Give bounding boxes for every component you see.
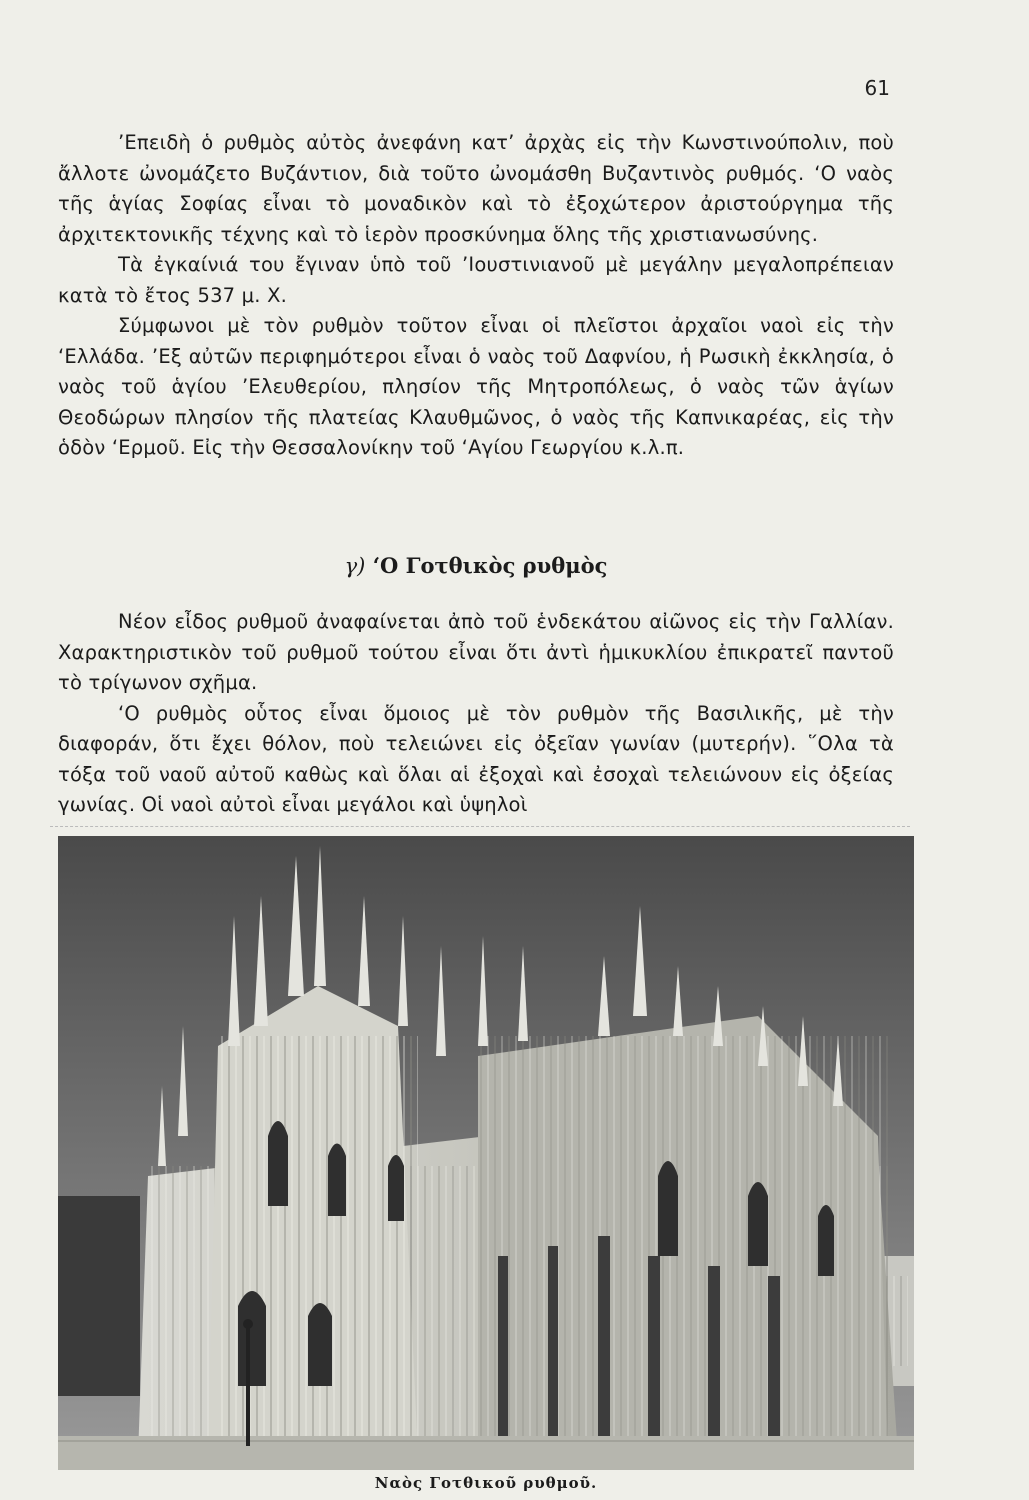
- paragraph: ’Επειδὴ ὁ ρυθμὸς αὐτὸς ἀνεφάνη κατ’ ἀρχὰς εἰς τὴν Κωνστινούπολιν, ποὺ ἄλλοτε ὠνομάζετο Βυζάντιον, διὰ τοῦτο ὠνομάσθη Βυζαντινὸς ρυθμός. ‘Ο ναὸς τῆς ἁγίας Σοφίας εἶναι τὸ μοναδικὸν καὶ τὸ ἐξοχώτερον ἀριστούργημα τῆς ἀρχιτεκτονικῆς τέχνης καὶ τὸ ἱερὸν προσκύνημα ὅλης τῆς χριστιανωσύνης.: [58, 131, 894, 246]
- section-heading-title: ‘Ο Γοτθικὸς ρυθμὸς: [372, 553, 608, 578]
- paragraph: Νέον εἶδος ρυθμοῦ ἀναφαίνεται ἀπὸ τοῦ ἑνδεκάτου αἰῶνος εἰς τὴν Γαλλίαν. Χαρακτηριστικὸν τοῦ ρυθμοῦ τούτου εἶναι ὅτι ἀντὶ ἡμικυκλίου ἐπικρατεῖ παντοῦ τὸ τρίγωνον σχῆμα.: [58, 610, 894, 694]
- gothic-text: [58, 607, 894, 821]
- page-number: 61: [864, 76, 890, 100]
- paragraph: Σύμφωνοι μὲ τὸν ρυθμὸν τοῦτον εἶναι οἱ πλεῖστοι ἀρχαῖοι ναοὶ εἰς τὴν ‘Ελλάδα. ’Εξ αὐτῶν περιφημότεροι εἶναι ὁ ναὸς τοῦ Δαφνίου, ἡ Ρωσικὴ ἐκκλησία, ὁ ναὸς τοῦ ἁγίου ’Ελευθερίου, πλησίον τῆς Μητροπόλεως, ὁ ναὸς τῶν ἁγίων Θεοδώρων πλησίον τῆς πλατείας Κλαυθμῶνος, ὁ ναὸς τῆς Καπνικαρέας, εἰς τὴν ὁδὸν ‘Ερμοῦ. Εἰς τὴν Θεσσαλονίκην τοῦ ‘Αγίου Γεωργίου κ.λ.π.: [58, 314, 894, 459]
- paragraph: Τὰ ἐγκαίνιά του ἔγιναν ὑπὸ τοῦ ’Ιουστινιανοῦ μὲ μεγάλην μεγαλοπρέπειαν κατὰ τὸ ἔτος 537 μ. Χ.: [58, 253, 894, 307]
- cathedral-photo: [58, 836, 914, 1470]
- figure-caption: Ναὸς Γοτθικοῦ ρυθμοῦ.: [374, 1474, 598, 1492]
- section-heading: [58, 553, 894, 578]
- intro-text: [58, 128, 894, 464]
- gothic-cathedral-illustration: [58, 836, 914, 1470]
- paragraph: ‘Ο ρυθμὸς οὗτος εἶναι ὅμοιος μὲ τὸν ρυθμὸν τῆς Βασιλικῆς, μὲ τὴν διαφοράν, ὅτι ἔχει θόλον, ποὺ τελειώνει εἰς ὀξεῖαν γωνίαν (μυτερήν). ῞Ολα τὰ τόξα τοῦ ναοῦ αὐτοῦ καθὼς καὶ ὅλαι αἱ ἐξοχαὶ καὶ ἐσοχαὶ τελειώνουν εἰς ὀξείας γωνίας. Οἱ ναοὶ αὐτοὶ εἶναι μεγάλοι καὶ ὑψηλοὶ: [58, 701, 894, 816]
- section-heading-letter: γ): [344, 554, 366, 578]
- divider: [50, 826, 910, 827]
